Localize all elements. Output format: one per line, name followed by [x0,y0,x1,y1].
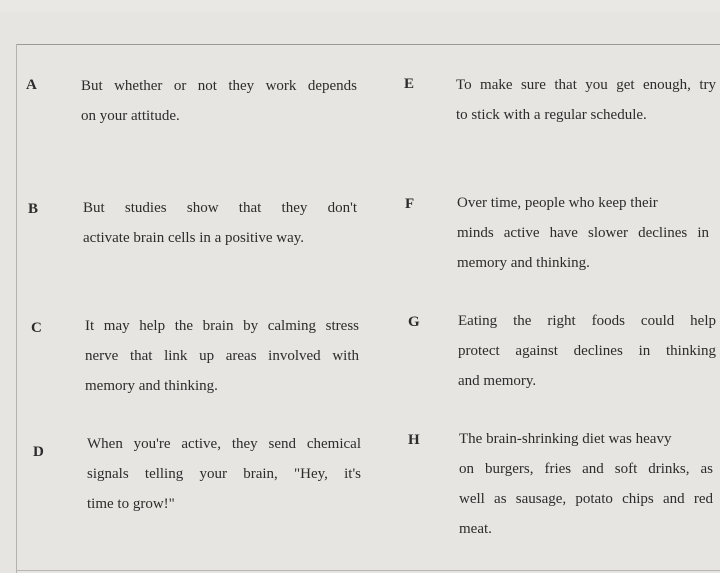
text-line: signals telling your brain, "Hey, it's [87,466,361,482]
text-line: activate brain cells in a positive way. [83,230,305,246]
option-text-h [459,424,713,544]
text-line: When you're active, they send chemical [87,436,361,452]
text-line: meat. [459,521,492,537]
option-text-d [87,429,361,519]
option-text-b [83,193,357,253]
option-letter-e: E [404,76,415,92]
option-letter-h: H [408,432,420,448]
text-line: nerve that link up areas involved with [85,348,359,364]
text-line: memory and thinking. [457,255,590,271]
text-line: protect against declines in thinking [458,343,716,359]
option-text-a [81,71,357,131]
option-letter-g: G [408,314,420,330]
option-text-f [457,188,709,278]
box-left-border [16,44,17,573]
text-line: well as sausage, potato chips and red [459,491,713,507]
text-line: on your attitude. [81,108,180,124]
option-letter-a: A [26,77,37,93]
text-line: time to grow!" [87,496,175,512]
text-line: The brain-shrinking diet was heavy [459,431,672,447]
text-line: It may help the brain by calming stress [85,318,359,334]
text-line: memory and thinking. [85,378,218,394]
text-line: But whether or not they work depends [81,78,357,94]
text-line: minds active have slower declines in [457,225,709,241]
option-text-c [85,311,359,401]
text-line: But studies show that they don't [83,200,357,216]
option-letter-d: D [33,444,44,460]
text-line: on burgers, fries and soft drinks, as [459,461,713,477]
text-line: Eating the right foods could help [458,313,716,329]
text-line: To make sure that you get enough, try [456,77,716,93]
option-text-e [456,70,716,130]
text-line: and memory. [458,373,537,389]
option-letter-c: C [31,320,42,336]
top-page-edge [0,0,720,12]
option-text-g [458,306,716,396]
option-letter-b: B [28,201,39,217]
text-line: to stick with a regular schedule. [456,107,647,123]
box-bottom-border [16,570,720,571]
option-letter-f: F [405,196,415,212]
text-line: Over time, people who keep their [457,195,658,211]
box-top-border [16,44,720,45]
